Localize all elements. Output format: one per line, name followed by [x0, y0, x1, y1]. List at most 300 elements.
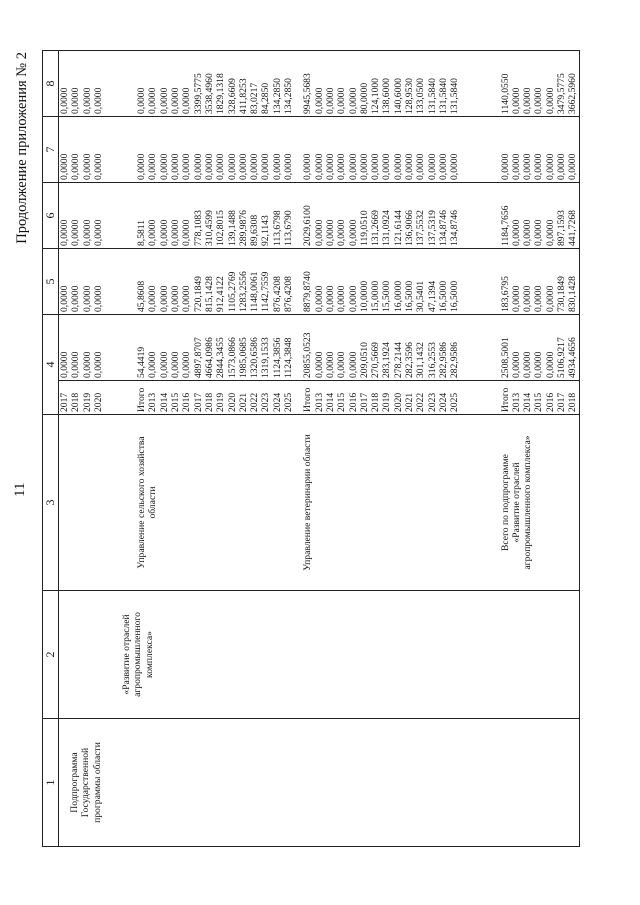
year-value: 2022 — [415, 392, 427, 412]
spacer — [294, 119, 302, 180]
year-value: 2014 — [324, 392, 336, 412]
spacer — [294, 185, 302, 246]
amount-value: 0,0000 — [358, 153, 370, 180]
spacer — [227, 417, 238, 588]
year-value: 2023 — [260, 392, 272, 412]
amount-value: 0,0000 — [237, 153, 249, 180]
spacer — [59, 417, 70, 588]
year-value: 2014 — [158, 392, 170, 412]
executor-line: Управление сельского хозяйства — [136, 436, 148, 569]
amount-value: 0,0000 — [260, 153, 272, 180]
amount-value: 0,0000 — [59, 153, 70, 180]
amount-value: 0,0000 — [313, 285, 325, 312]
amount-value: 80,0000 — [358, 82, 370, 114]
amount-value: 0,0000 — [81, 87, 93, 114]
amount-value: 0,0000 — [203, 153, 215, 180]
amount-value: 1105,2769 — [226, 271, 238, 312]
year-value: 2015 — [336, 392, 348, 412]
spacer — [181, 417, 192, 588]
spacer — [461, 119, 500, 180]
amount-value: 113,6790 — [283, 210, 295, 246]
amount-value: 134,8746 — [449, 210, 461, 246]
spacer — [294, 317, 302, 378]
year-value: Итого — [302, 387, 314, 412]
spacer — [381, 417, 392, 588]
amount-value: 15,0000 — [370, 280, 382, 312]
spacer — [104, 185, 136, 246]
amount-value: 310,4599 — [203, 210, 215, 246]
spacer — [294, 53, 302, 114]
amount-value: 134,2850 — [271, 78, 283, 114]
subprogram-name-line: агропромышленного — [132, 612, 144, 697]
amount-value: 0,0000 — [158, 351, 170, 378]
spacer — [260, 417, 271, 588]
spacer — [215, 417, 226, 588]
year-value: 2018 — [70, 392, 82, 412]
amount-value: 441,7268 — [567, 210, 579, 246]
amount-value: 133,0500 — [415, 78, 427, 114]
amount-value: 0,0000 — [533, 285, 545, 312]
amount-value: 301,1432 — [415, 342, 427, 378]
spacer — [336, 417, 347, 588]
amount-value: 0,0000 — [347, 153, 359, 180]
amount-value: 0,0000 — [522, 285, 534, 312]
amount-value: 328,6609 — [226, 78, 238, 114]
amount-value: 134,8746 — [437, 210, 449, 246]
amount-value: 778,1083 — [192, 210, 204, 246]
amount-value: 0,0000 — [449, 153, 461, 180]
amount-value: 0,0000 — [136, 153, 148, 180]
year-value: Итого — [499, 387, 511, 412]
amount-value: 2508,5001 — [499, 337, 511, 378]
year-value: 2017 — [358, 392, 370, 412]
amount-value: 0,0000 — [510, 87, 522, 114]
subprogram-title-line: Государственной — [80, 747, 92, 818]
amount-value: 876,4208 — [271, 276, 283, 312]
amount-value: 1320,6586 — [249, 337, 261, 378]
amount-value: 1140,0550 — [499, 73, 511, 114]
amount-value: 138,6000 — [381, 78, 393, 114]
year-value: 2016 — [347, 392, 359, 412]
amount-value: 0,0000 — [181, 153, 193, 180]
amount-value: 0,0000 — [181, 351, 193, 378]
amount-value: 4664,0986 — [203, 337, 215, 378]
amount-value: 16,5000 — [449, 280, 461, 312]
amount-value: 131,5840 — [449, 78, 461, 114]
amount-value: 1184,7656 — [499, 205, 511, 246]
amount-value: 0,0000 — [544, 285, 556, 312]
amount-value: 0,0000 — [81, 153, 93, 180]
amount-value: 0,0000 — [70, 87, 82, 114]
year-value: 2018 — [567, 392, 579, 412]
amount-value: 0,0000 — [510, 219, 522, 246]
amount-value: 137,5319 — [426, 210, 438, 246]
year-value: 2020 — [226, 392, 238, 412]
amount-value: 0,0000 — [522, 351, 534, 378]
year-value: 2020 — [92, 392, 104, 412]
year-value: 2013 — [510, 392, 522, 412]
spacer — [104, 417, 136, 588]
year-value: 2019 — [381, 392, 393, 412]
amount-value: 131,0924 — [381, 210, 393, 246]
subprogram-title-line: программы области — [91, 742, 103, 823]
amount-value: 0,0000 — [544, 87, 556, 114]
spacer — [449, 417, 460, 588]
year-value: 2015 — [533, 392, 545, 412]
amount-value: 2029,6100 — [302, 205, 314, 246]
year-value: 2018 — [203, 392, 215, 412]
amount-value: 0,0000 — [544, 351, 556, 378]
amount-value: 131,2669 — [370, 210, 382, 246]
amount-value: 815,1428 — [203, 276, 215, 312]
amount-value: 0,0000 — [181, 285, 193, 312]
amount-value: 0,0000 — [92, 153, 104, 180]
spacer — [461, 53, 500, 114]
amount-value: 411,8253 — [237, 78, 249, 114]
amount-value: 3662,5960 — [567, 73, 579, 114]
spacer — [461, 185, 500, 246]
amount-value: 89,6308 — [249, 214, 261, 246]
amount-value: 0,0000 — [533, 219, 545, 246]
amount-value: 0,0000 — [70, 285, 82, 312]
spacer — [104, 119, 136, 180]
amount-value: 0,0000 — [147, 87, 159, 114]
amount-value: 3538,4960 — [203, 73, 215, 114]
year-value: 2021 — [404, 392, 416, 412]
column-header: 2 — [43, 591, 59, 719]
spacer — [294, 383, 302, 412]
spacer — [159, 417, 170, 588]
column-header: 5 — [43, 249, 59, 315]
executor-line: «Развитие отраслей — [510, 462, 522, 543]
year-value: 2020 — [392, 392, 404, 412]
spacer — [556, 417, 567, 588]
amount-value: 1829,1318 — [215, 73, 227, 114]
spacer — [104, 53, 136, 114]
spacer — [294, 417, 302, 588]
year-cell — [59, 381, 580, 415]
amount-value: 0,0000 — [336, 351, 348, 378]
amount-value: 0,0000 — [415, 153, 427, 180]
spacer — [283, 417, 294, 588]
amount-value: 0,0000 — [522, 153, 534, 180]
year-value: 2017 — [59, 392, 70, 412]
year-value: 2013 — [147, 392, 159, 412]
amount-value: 119,0510 — [358, 210, 370, 246]
spacer — [438, 417, 449, 588]
amount-value: 136,9066 — [404, 210, 416, 246]
amount-value: 3479,5775 — [555, 73, 567, 114]
amount-value: 1124,3848 — [283, 337, 295, 378]
amount-value: 0,0000 — [70, 219, 82, 246]
amount-value: 0,0000 — [59, 351, 70, 378]
amount-value: 1283,2556 — [237, 271, 249, 312]
year-value: Итого — [136, 387, 148, 412]
amount-value: 0,0000 — [336, 219, 348, 246]
amount-value: 124,1000 — [370, 78, 382, 114]
subprogram-name-line: комплекса» — [143, 631, 155, 678]
amount-value: 0,0000 — [313, 351, 325, 378]
financing-table — [42, 50, 580, 847]
amount-value: 0,0000 — [170, 87, 182, 114]
subprogram-title-line: Подпрограмма — [69, 752, 80, 813]
amount-value: 0,0000 — [533, 87, 545, 114]
amount-value: 4934,4656 — [567, 337, 579, 378]
amount-value: 45,8608 — [136, 280, 148, 312]
subprogram-name-line: «Развитие отраслей — [121, 614, 132, 695]
amount-value: 282,9586 — [437, 342, 449, 378]
amount-value: 0,0000 — [347, 219, 359, 246]
spacer — [272, 417, 283, 588]
amount-value: 289,9876 — [237, 210, 249, 246]
spacer — [461, 317, 500, 378]
amount-value: 0,0000 — [336, 153, 348, 180]
amount-value: 0,0000 — [59, 285, 70, 312]
spacer — [325, 417, 336, 588]
amount-value: 0,0000 — [347, 87, 359, 114]
column-header: 7 — [43, 117, 59, 183]
amount-value: 0,0000 — [437, 153, 449, 180]
amount-value: 0,0000 — [81, 285, 93, 312]
amount-value: 1985,0685 — [237, 337, 249, 378]
amount-value: 0,0000 — [92, 87, 104, 114]
amount-value: 47,1394 — [426, 280, 438, 312]
spacer — [415, 417, 426, 588]
amount-value: 270,5669 — [370, 342, 382, 378]
amount-value: 8879,8740 — [302, 271, 314, 312]
amount-value: 1142,7559 — [260, 271, 272, 312]
amount-value: 121,6144 — [392, 210, 404, 246]
spacer — [545, 417, 556, 588]
amount-value: 16,0000 — [392, 280, 404, 312]
year-value: 2025 — [449, 392, 461, 412]
amount-value: 0,0000 — [59, 87, 70, 114]
year-value: 2024 — [437, 392, 449, 412]
amount-value: 0,0000 — [170, 351, 182, 378]
amount-value: 0,0000 — [170, 153, 182, 180]
amount-value: 0,0000 — [313, 153, 325, 180]
amount-value: 0,0000 — [158, 219, 170, 246]
amount-value: 137,5532 — [415, 210, 427, 246]
amount-value: 0,0000 — [158, 153, 170, 180]
year-value: 2018 — [370, 392, 382, 412]
column-number-row — [43, 51, 59, 847]
amount-value: 0,0000 — [313, 219, 325, 246]
value-cell — [59, 183, 580, 249]
amount-value: 0,0000 — [533, 153, 545, 180]
spacer — [314, 417, 325, 588]
column-header: 8 — [43, 51, 59, 117]
spacer — [427, 417, 438, 588]
amount-value: 0,0000 — [510, 285, 522, 312]
amount-value: 0,0000 — [324, 87, 336, 114]
amount-value: 140,6000 — [392, 78, 404, 114]
spacer — [104, 251, 136, 312]
amount-value: 0,0000 — [347, 351, 359, 378]
spacer — [104, 383, 136, 412]
spacer — [348, 417, 359, 588]
amount-value: 0,0000 — [192, 153, 204, 180]
amount-value: 139,1488 — [226, 210, 238, 246]
amount-value: 0,0000 — [324, 285, 336, 312]
amount-value: 0,0000 — [522, 87, 534, 114]
spacer — [567, 417, 578, 588]
amount-value: 1573,0866 — [226, 337, 238, 378]
amount-value: 102,8015 — [215, 210, 227, 246]
amount-value: 16,5000 — [437, 280, 449, 312]
amount-value: 10,0000 — [358, 280, 370, 312]
amount-value: 0,0000 — [336, 285, 348, 312]
amount-value: 0,0000 — [147, 351, 159, 378]
amount-value: 0,0000 — [370, 153, 382, 180]
year-value: 2021 — [237, 392, 249, 412]
amount-value: 897,1593 — [555, 210, 567, 246]
spacer — [393, 417, 404, 588]
amount-value: 0,0000 — [522, 219, 534, 246]
amount-value: 0,0000 — [313, 87, 325, 114]
amount-value: 0,0000 — [92, 219, 104, 246]
amount-value: 0,0000 — [426, 153, 438, 180]
amount-value: 1148,0061 — [249, 271, 261, 312]
amount-value: 0,0000 — [533, 351, 545, 378]
year-value: 2017 — [555, 392, 567, 412]
amount-value: 0,0000 — [404, 153, 416, 180]
year-value: 2024 — [271, 392, 283, 412]
column-header: 4 — [43, 315, 59, 415]
amount-value: 0,0000 — [215, 153, 227, 180]
amount-value: 830,1428 — [567, 276, 579, 312]
amount-value: 0,0000 — [158, 285, 170, 312]
amount-value: 0,0000 — [70, 153, 82, 180]
amount-value: 0,0000 — [381, 153, 393, 180]
subprogram-name-cell — [59, 591, 580, 719]
spacer — [238, 417, 249, 588]
amount-value: 0,0000 — [181, 219, 193, 246]
amount-value: 9945,5683 — [302, 73, 314, 114]
year-value: 2013 — [313, 392, 325, 412]
amount-value: 0,0000 — [271, 153, 283, 180]
amount-value: 0,0000 — [147, 153, 159, 180]
page-number: 11 — [12, 482, 28, 497]
year-value: 2019 — [81, 392, 93, 412]
amount-value: 5106,9217 — [555, 337, 567, 378]
amount-value: 0,0000 — [544, 219, 556, 246]
amount-value: 0,0000 — [226, 153, 238, 180]
amount-value: 278,2144 — [392, 342, 404, 378]
amount-value: 128,9530 — [404, 78, 416, 114]
amount-value: 0,0000 — [283, 153, 295, 180]
spacer — [404, 417, 415, 588]
amount-value: 30,5401 — [415, 280, 427, 312]
table-body-row — [59, 51, 580, 847]
amount-value: 0,0000 — [92, 285, 104, 312]
amount-value: 0,0000 — [324, 351, 336, 378]
amount-value: 8,5811 — [136, 219, 148, 246]
amount-value: 0,0000 — [81, 219, 93, 246]
amount-value: 134,2850 — [283, 78, 295, 114]
appendix-caption: Продолжение приложения № 2 — [14, 52, 30, 244]
amount-value: 0,0000 — [81, 351, 93, 378]
amount-value: 0,0000 — [499, 153, 511, 180]
amount-value: 0,0000 — [249, 153, 261, 180]
amount-value: 92,1143 — [260, 215, 272, 246]
amount-value: 282,9586 — [449, 342, 461, 378]
amount-value: 84,2850 — [260, 82, 272, 114]
column-header: 3 — [43, 415, 59, 591]
spacer — [294, 251, 302, 312]
amount-value: 0,0000 — [392, 153, 404, 180]
spacer — [193, 417, 204, 588]
amount-value: 0,0000 — [136, 87, 148, 114]
year-value: 2025 — [283, 392, 295, 412]
spacer — [370, 417, 381, 588]
executor-line: агропромышленного комплекса» — [522, 435, 534, 570]
amount-value: 131,5840 — [426, 78, 438, 114]
amount-value: 283,1924 — [381, 342, 393, 378]
amount-value: 183,6795 — [499, 276, 511, 312]
amount-value: 316,2553 — [426, 342, 438, 378]
amount-value: 0,0000 — [510, 351, 522, 378]
amount-value: 0,0000 — [555, 153, 567, 180]
amount-value: 0,0000 — [544, 153, 556, 180]
spacer — [461, 383, 500, 412]
spacer — [461, 417, 500, 588]
year-value: 2015 — [170, 392, 182, 412]
amount-value: 0,0000 — [158, 87, 170, 114]
amount-value: 2844,3455 — [215, 337, 227, 378]
spacer — [249, 417, 260, 588]
subprogram-cell — [59, 719, 580, 847]
amount-value: 282,3596 — [404, 342, 416, 378]
spacer — [170, 417, 181, 588]
executor-line: области — [147, 486, 159, 519]
amount-value: 0,0000 — [170, 285, 182, 312]
amount-value: 730,1849 — [555, 276, 567, 312]
amount-value: 0,0000 — [324, 219, 336, 246]
spacer — [461, 251, 500, 312]
value-cell — [59, 249, 580, 315]
amount-value: 83,0217 — [249, 82, 261, 114]
spacer — [70, 417, 81, 588]
value-cell — [59, 117, 580, 183]
spacer — [104, 317, 136, 378]
year-value: 2017 — [192, 392, 204, 412]
amount-value: 0,0000 — [510, 153, 522, 180]
amount-value: 131,5840 — [437, 78, 449, 114]
year-value: 2016 — [544, 392, 556, 412]
amount-value: 0,0000 — [567, 153, 579, 180]
spacer — [93, 417, 104, 588]
column-header: 1 — [43, 719, 59, 847]
amount-value: 0,0000 — [170, 219, 182, 246]
amount-value: 20855,0523 — [302, 332, 314, 378]
total-cell — [59, 315, 580, 381]
spacer — [359, 417, 370, 588]
executor-line: Управление ветеринарии области — [302, 434, 314, 571]
executor-line: Всего по подпрограмме — [499, 454, 511, 551]
amount-value: 1124,3856 — [271, 337, 283, 378]
amount-value: 0,0000 — [70, 351, 82, 378]
amount-value: 15,5000 — [381, 280, 393, 312]
year-value: 2019 — [215, 392, 227, 412]
amount-value: 0,0000 — [324, 153, 336, 180]
executor-cell — [59, 415, 580, 591]
year-value: 2016 — [181, 392, 193, 412]
amount-value: 16,5000 — [404, 280, 416, 312]
amount-value: 0,0000 — [336, 87, 348, 114]
amount-value: 0,0000 — [147, 285, 159, 312]
amount-value: 113,6798 — [271, 210, 283, 246]
